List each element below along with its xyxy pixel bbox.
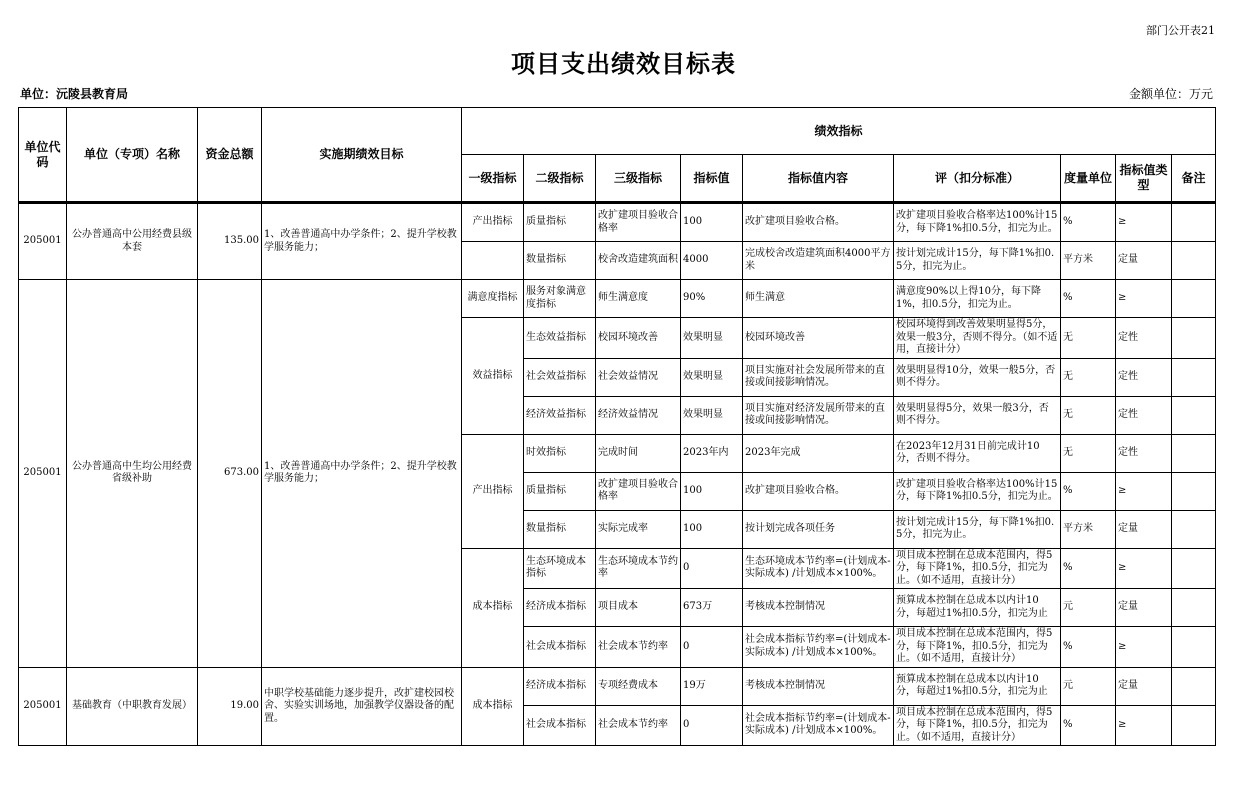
value-type-cell: 定性 [1116, 434, 1172, 472]
level2-cell: 质量指标 [524, 472, 596, 510]
remark-cell [1172, 203, 1216, 242]
content-cell: 生态环境成本节约率=(计划成本-实际成本) /计划成本×100%。 [743, 548, 894, 589]
remark-cell [1172, 358, 1216, 396]
level3-cell: 项目成本 [596, 589, 681, 627]
level1-cell: 效益指标 [462, 318, 524, 435]
amount-cell: 673.00 [198, 280, 262, 668]
level2-cell: 时效指标 [524, 434, 596, 472]
score-cell: 项目成本控制在总成本范围内，得5分，每下降1%，扣0.5分，扣完为止。（如不适用，直接计分） [894, 627, 1061, 668]
project-name-cell: 公办普通高中生均公用经费省级补助 [67, 280, 198, 668]
header-goal: 实施期绩效目标 [262, 108, 462, 203]
remark-cell [1172, 705, 1216, 746]
level3-cell: 改扩建项目验收合格率 [596, 203, 681, 242]
form-number: 部门公开表21 [1146, 24, 1215, 37]
header-level3: 三级指标 [596, 155, 681, 203]
amount-cell: 135.00 [198, 203, 262, 280]
table-row [19, 667, 1216, 705]
score-cell: 项目成本控制在总成本范围内，得5分，每下降1%，扣0.5分，扣完为止。（如不适用，直接计分） [894, 705, 1061, 746]
value-type-cell: ≥ [1116, 472, 1172, 510]
page-title: 项目支出绩效目标表 [511, 50, 736, 78]
remark-cell [1172, 667, 1216, 705]
header-value-type: 指标值类型 [1116, 155, 1172, 203]
measure-unit-cell: 平方米 [1061, 242, 1116, 280]
remark-cell [1172, 589, 1216, 627]
score-cell: 改扩建项目验收合格率达100%计15分，每下降1%扣0.5分，扣完为止。 [894, 472, 1061, 510]
value-cell: 效果明显 [681, 318, 743, 359]
level3-cell: 完成时间 [596, 434, 681, 472]
content-cell: 项目实施对经济发展所带来的直接或间接影响情况。 [743, 396, 894, 434]
level2-cell: 质量指标 [524, 203, 596, 242]
unit-code-cell: 205001 [19, 280, 67, 668]
level1-cell: 产出指标 [462, 434, 524, 548]
content-cell: 社会成本指标节约率=(计划成本-实际成本) /计划成本×100%。 [743, 705, 894, 746]
score-cell: 预算成本控制在总成本以内计10分，每超过1%扣0.5分，扣完为止 [894, 589, 1061, 627]
value-type-cell: 定性 [1116, 396, 1172, 434]
table-row [19, 203, 1216, 242]
measure-unit-cell: % [1061, 280, 1116, 318]
content-cell: 师生满意 [743, 280, 894, 318]
level3-cell: 社会成本节约率 [596, 705, 681, 746]
value-cell: 673万 [681, 589, 743, 627]
remark-cell [1172, 627, 1216, 668]
level2-cell: 数量指标 [524, 510, 596, 548]
remark-cell [1172, 434, 1216, 472]
value-type-cell: ≥ [1116, 548, 1172, 589]
value-cell: 100 [681, 203, 743, 242]
level3-cell: 专项经费成本 [596, 667, 681, 705]
level1-cell: 成本指标 [462, 667, 524, 746]
amount-cell: 19.00 [198, 667, 262, 746]
header-measure-unit: 度量单位 [1061, 155, 1116, 203]
performance-table [18, 107, 1216, 746]
project-name-cell: 公办普通高中公用经费县级本套 [67, 203, 198, 280]
value-cell: 效果明显 [681, 358, 743, 396]
level2-cell: 经济效益指标 [524, 396, 596, 434]
level1-cell: 满意度指标 [462, 280, 524, 318]
content-cell: 2023年完成 [743, 434, 894, 472]
unit-label: 单位：沅陵县教育局 [20, 87, 129, 101]
value-cell: 100 [681, 510, 743, 548]
value-cell: 效果明显 [681, 396, 743, 434]
value-type-cell: ≥ [1116, 280, 1172, 318]
unit-code-cell: 205001 [19, 667, 67, 746]
header-value: 指标值 [681, 155, 743, 203]
level1-cell [462, 242, 524, 280]
content-cell: 按计划完成各项任务 [743, 510, 894, 548]
goal-cell: 中职学校基础能力逐步提升，改扩建校园校舍、实验实训场地，加强教学仪器设备的配置。 [262, 667, 462, 746]
value-type-cell: 定量 [1116, 510, 1172, 548]
unit-code-cell: 205001 [19, 203, 67, 280]
level2-cell: 服务对象满意度指标 [524, 280, 596, 318]
content-cell: 校园环境改善 [743, 318, 894, 359]
value-cell: 0 [681, 705, 743, 746]
header-score: 评（扣分标准） [894, 155, 1061, 203]
level3-cell: 生态环境成本节约率 [596, 548, 681, 589]
level2-cell: 社会成本指标 [524, 627, 596, 668]
table-row [19, 280, 1216, 318]
goal-cell: 1、改善普通高中办学条件；2、提升学校教学服务能力； [262, 280, 462, 668]
score-cell: 效果明显得10分，效果一般5分，否则不得分。 [894, 358, 1061, 396]
level1-cell: 产出指标 [462, 203, 524, 242]
header-remark: 备注 [1172, 155, 1216, 203]
value-type-cell: 定量 [1116, 667, 1172, 705]
table-body [19, 203, 1216, 746]
content-cell: 项目实施对社会发展所带来的直接或间接影响情况。 [743, 358, 894, 396]
value-type-cell: ≥ [1116, 705, 1172, 746]
level2-cell: 经济成本指标 [524, 667, 596, 705]
header-code: 单位代码 [19, 108, 67, 203]
value-type-cell: ≥ [1116, 203, 1172, 242]
score-cell: 满意度90%以上得10分，每下降1%，扣0.5分，扣完为止。 [894, 280, 1061, 318]
measure-unit-cell: 无 [1061, 396, 1116, 434]
value-type-cell: 定性 [1116, 318, 1172, 359]
remark-cell [1172, 472, 1216, 510]
level2-cell: 社会成本指标 [524, 705, 596, 746]
measure-unit-cell: 无 [1061, 434, 1116, 472]
value-cell: 19万 [681, 667, 743, 705]
measure-unit-cell: % [1061, 203, 1116, 242]
level3-cell: 经济效益情况 [596, 396, 681, 434]
level2-cell: 生态环境成本指标 [524, 548, 596, 589]
goal-cell: 1、改善普通高中办学条件；2、提升学校教学服务能力； [262, 203, 462, 280]
value-type-cell: 定量 [1116, 589, 1172, 627]
measure-unit-cell: % [1061, 548, 1116, 589]
measure-unit-cell: 无 [1061, 358, 1116, 396]
level2-cell: 生态效益指标 [524, 318, 596, 359]
measure-unit-cell: 平方米 [1061, 510, 1116, 548]
score-cell: 校园环境得到改善效果明显得5分，效果一般3分，否则不得分。（如不适用，直接计分） [894, 318, 1061, 359]
measure-unit-cell: % [1061, 472, 1116, 510]
content-cell: 社会成本指标节约率=(计划成本-实际成本) /计划成本×100%。 [743, 627, 894, 668]
measure-unit-cell: % [1061, 705, 1116, 746]
score-cell: 改扩建项目验收合格率达100%计15分，每下降1%扣0.5分，扣完为止。 [894, 203, 1061, 242]
remark-cell [1172, 242, 1216, 280]
header-level2: 二级指标 [524, 155, 596, 203]
header-amount: 资金总额 [198, 108, 262, 203]
level3-cell: 改扩建项目验收合格率 [596, 472, 681, 510]
value-cell: 0 [681, 548, 743, 589]
content-cell: 改扩建项目验收合格。 [743, 203, 894, 242]
level3-cell: 实际完成率 [596, 510, 681, 548]
content-cell: 完成校舍改造建筑面积4000平方米 [743, 242, 894, 280]
level3-cell: 校舍改造建筑面积 [596, 242, 681, 280]
level2-cell: 数量指标 [524, 242, 596, 280]
score-cell: 在2023年12月31日前完成计10分，否则不得分。 [894, 434, 1061, 472]
level3-cell: 校园环境改善 [596, 318, 681, 359]
value-cell: 0 [681, 627, 743, 668]
remark-cell [1172, 396, 1216, 434]
level2-cell: 社会效益指标 [524, 358, 596, 396]
score-cell: 按计划完成计15分，每下降1%扣0.5分，扣完为止。 [894, 510, 1061, 548]
header-name: 单位（专项）名称 [67, 108, 198, 203]
content-cell: 考核成本控制情况 [743, 589, 894, 627]
level2-cell: 经济成本指标 [524, 589, 596, 627]
remark-cell [1172, 548, 1216, 589]
remark-cell [1172, 510, 1216, 548]
score-cell: 项目成本控制在总成本范围内，得5分，每下降1%，扣0.5分，扣完为止。（如不适用，直接计分） [894, 548, 1061, 589]
header-content: 指标值内容 [743, 155, 894, 203]
measure-unit-cell: 元 [1061, 589, 1116, 627]
money-unit-label: 金额单位：万元 [1128, 87, 1213, 101]
content-cell: 改扩建项目验收合格。 [743, 472, 894, 510]
value-type-cell: 定性 [1116, 358, 1172, 396]
measure-unit-cell: % [1061, 627, 1116, 668]
content-cell: 考核成本控制情况 [743, 667, 894, 705]
level1-cell: 成本指标 [462, 548, 524, 667]
level3-cell: 师生满意度 [596, 280, 681, 318]
value-cell: 100 [681, 472, 743, 510]
value-type-cell: ≥ [1116, 627, 1172, 668]
value-cell: 2023年内 [681, 434, 743, 472]
level3-cell: 社会成本节约率 [596, 627, 681, 668]
project-name-cell: 基础教育（中职教育发展） [67, 667, 198, 746]
level3-cell: 社会效益情况 [596, 358, 681, 396]
score-cell: 预算成本控制在总成本以内计10分，每超过1%扣0.5分，扣完为止 [894, 667, 1061, 705]
header-indicators: 绩效指标 [462, 108, 1216, 155]
value-cell: 90% [681, 280, 743, 318]
measure-unit-cell: 元 [1061, 667, 1116, 705]
remark-cell [1172, 318, 1216, 359]
score-cell: 按计划完成计15分，每下降1%扣0.5分，扣完为止。 [894, 242, 1061, 280]
value-type-cell: 定量 [1116, 242, 1172, 280]
score-cell: 效果明显得5分，效果一般3分，否则不得分。 [894, 396, 1061, 434]
value-cell: 4000 [681, 242, 743, 280]
header-level1: 一级指标 [462, 155, 524, 203]
measure-unit-cell: 无 [1061, 318, 1116, 359]
remark-cell [1172, 280, 1216, 318]
